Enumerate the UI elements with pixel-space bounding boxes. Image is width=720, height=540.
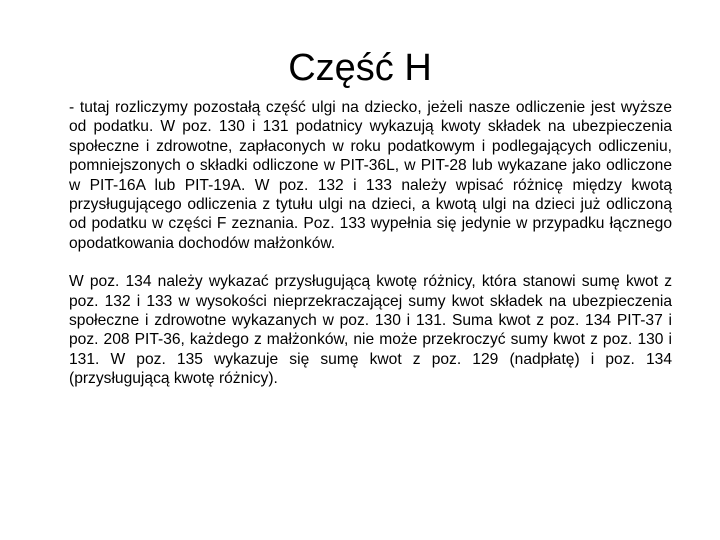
slide-title: Część H bbox=[288, 47, 432, 89]
paragraph-part-h-intro: - tutaj rozliczymy pozostałą część ulgi na dziecko, jeżeli nasze odliczenie jest wyższe od podatku. W poz. 130 i 131 podatnicy wykazują kwoty składek na ubezpieczenia społeczne i zdrowotne, zapłaconych w roku podatkowym i podlegających odliczeniu, pomniejszonych o składki odliczone w PIT-36L, w PIT-28 lub wykazane jako odliczone w PIT-16A lub PIT-19A. W poz. 132 i 133 należy wpisać różnicę między kwotą przysługującego odliczenia z tytułu ulgi na dzieci, a kwotą ulgi na dzieci już odliczoną od podatku w części F zeznania. Poz. 133 wypełnia się jedynie w przypadku łącznego opodatkowania dochodów małżonków. bbox=[69, 99, 672, 252]
paragraph-poz-134-135: W poz. 134 należy wykazać przysługującą kwotę różnicy, która stanowi sumę kwot z poz. 132 i 133 w wysokości nieprzekraczającej sumy kwot składek na ubezpieczenia społeczne i zdrowotne wykazanych w poz. 130 i 131. Suma kwot z poz. 134 PIT-37 i poz. 208 PIT-36, każdego z małżonków, nie może przekroczyć sumy kwot z poz. 130 i 131. W poz. 135 wykazuje się sumę kwot z poz. 129 (nadpłatę) i poz. 134 (przysługującą kwotę różnicy). bbox=[69, 273, 672, 388]
slide-body bbox=[69, 98, 672, 389]
